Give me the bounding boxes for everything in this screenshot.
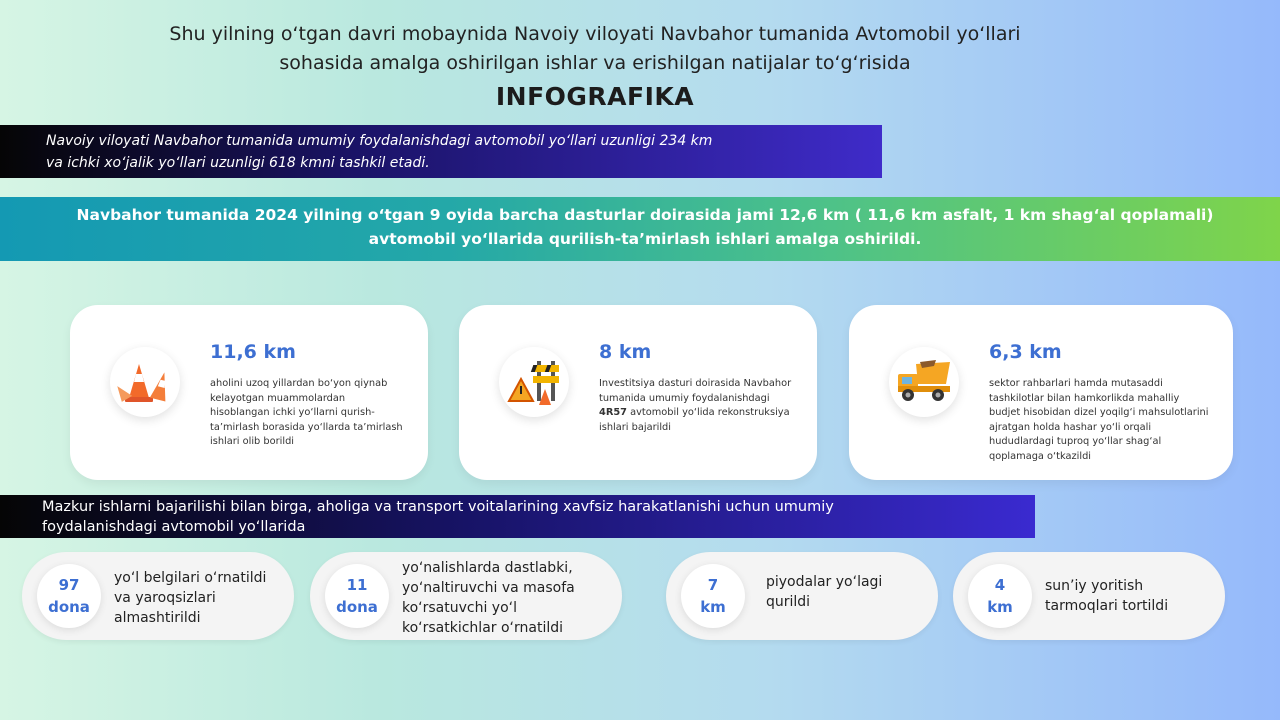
header: [0, 20, 1190, 111]
safety-line-2: foydalanishdagi avtomobil yo‘llarida: [42, 519, 306, 535]
road-length-line-2: va ichki xo‘jalik yo‘llari uzunligi 618 kmni tashkil etadi.: [46, 155, 430, 171]
count-number: 97: [58, 576, 80, 594]
pill-text: sun’iy yoritish tarmoqlari tortildi: [1045, 578, 1169, 614]
stat-description: aholini uzoq yillardan bo‘yon qiynab kelayotgan muammolardan hisoblangan ichki yo‘llarni qurish-ta’mirlash borasida yo‘llarda ta’mirlash ishlari olib borildi: [210, 378, 403, 447]
summary-line-1: Navbahor tumanida 2024 yilning o‘tgan 9 oyida barcha dasturlar doirasida jami 12,6 km ( 11,6 km asfalt, 1 km shag‘al qoplamali): [76, 206, 1214, 224]
count-badge: [37, 564, 101, 628]
pill-street-lighting: [953, 552, 1225, 640]
stat-value: 11,6 km: [210, 341, 296, 363]
page-title: INFOGRAFIKA: [495, 82, 695, 111]
stat-description: [599, 377, 794, 435]
dump-truck-icon: [889, 347, 959, 417]
safety-line-1: Mazkur ishlarni bajarilishi bilan birga, aholiga va transport voitalarining xavfsiz harakatlanishi uchun umumiy: [42, 499, 834, 515]
road-code: 4R57: [599, 407, 627, 418]
road-length-banner: [0, 125, 882, 178]
stat-description-part: avtomobil yo‘lida rekonstruksiya ishlari bajarildi: [599, 407, 790, 433]
road-barrier-icon: [499, 347, 569, 417]
stat-card-repair: [70, 305, 428, 480]
count-number: 7: [707, 576, 719, 594]
stat-description: sektor rahbarlari hamda mutasaddi tashkilotlar bilan hamkorlikda mahalliy budjet hisobidan dizel yoqilg‘i mahsulotlarini ajratgan holda hashar yo‘li orqali hududlardagi tuproq yo‘llar shag‘al qoplamaga o‘tkazildi: [989, 378, 1209, 462]
stat-card-gravel: [849, 305, 1233, 480]
pill-text: yo‘l belgilari o‘rnatildi va yaroqsizlari almashtirildi: [114, 570, 267, 626]
traffic-cones-icon: [110, 347, 180, 417]
pill-road-signs: [22, 552, 294, 640]
pill-text: yo‘nalishlarda dastlabki, yo‘naltiruvchi va masofa ko‘rsatuvchi yo‘l ko‘rsatkichlar o‘rnatildi: [402, 560, 575, 636]
stat-description-part: Investitsiya dasturi doirasida Navbahor tumanida umumiy foydalanishdagi: [599, 378, 792, 404]
count-unit: dona: [336, 598, 378, 616]
count-number: 11: [346, 576, 368, 594]
count-number: 4: [994, 576, 1006, 594]
pill-pedestrian-path: [666, 552, 938, 640]
count-badge: [968, 564, 1032, 628]
stat-card-reconstruction: [459, 305, 817, 480]
count-unit: dona: [48, 598, 90, 616]
summary-line-2: avtomobil yo‘llarida qurilish-ta’mirlash ishlari amalga oshirildi.: [368, 230, 922, 248]
count-unit: km: [700, 598, 726, 616]
pill-direction-signs: [310, 552, 622, 640]
header-line-1: Shu yilning o‘tgan davri mobaynida Navoiy viloyati Navbahor tumanida Avtomobil yo‘llari: [169, 23, 1021, 45]
stat-value: 8 km: [599, 341, 652, 363]
count-unit: km: [987, 598, 1013, 616]
safety-banner: [0, 495, 1035, 538]
road-length-line-1: Navoiy viloyati Navbahor tumanida umumiy foydalanishdagi avtomobil yo‘llari uzunligi 234 km: [46, 133, 713, 149]
count-badge: [325, 564, 389, 628]
count-badge: [681, 564, 745, 628]
stat-value: 6,3 km: [989, 341, 1062, 363]
pill-text: piyodalar yo‘lagi qurildi: [766, 574, 883, 610]
header-line-2: sohasida amalga oshirilgan ishlar va erishilgan natijalar to‘g‘risida: [279, 52, 911, 74]
summary-banner: [0, 197, 1280, 261]
